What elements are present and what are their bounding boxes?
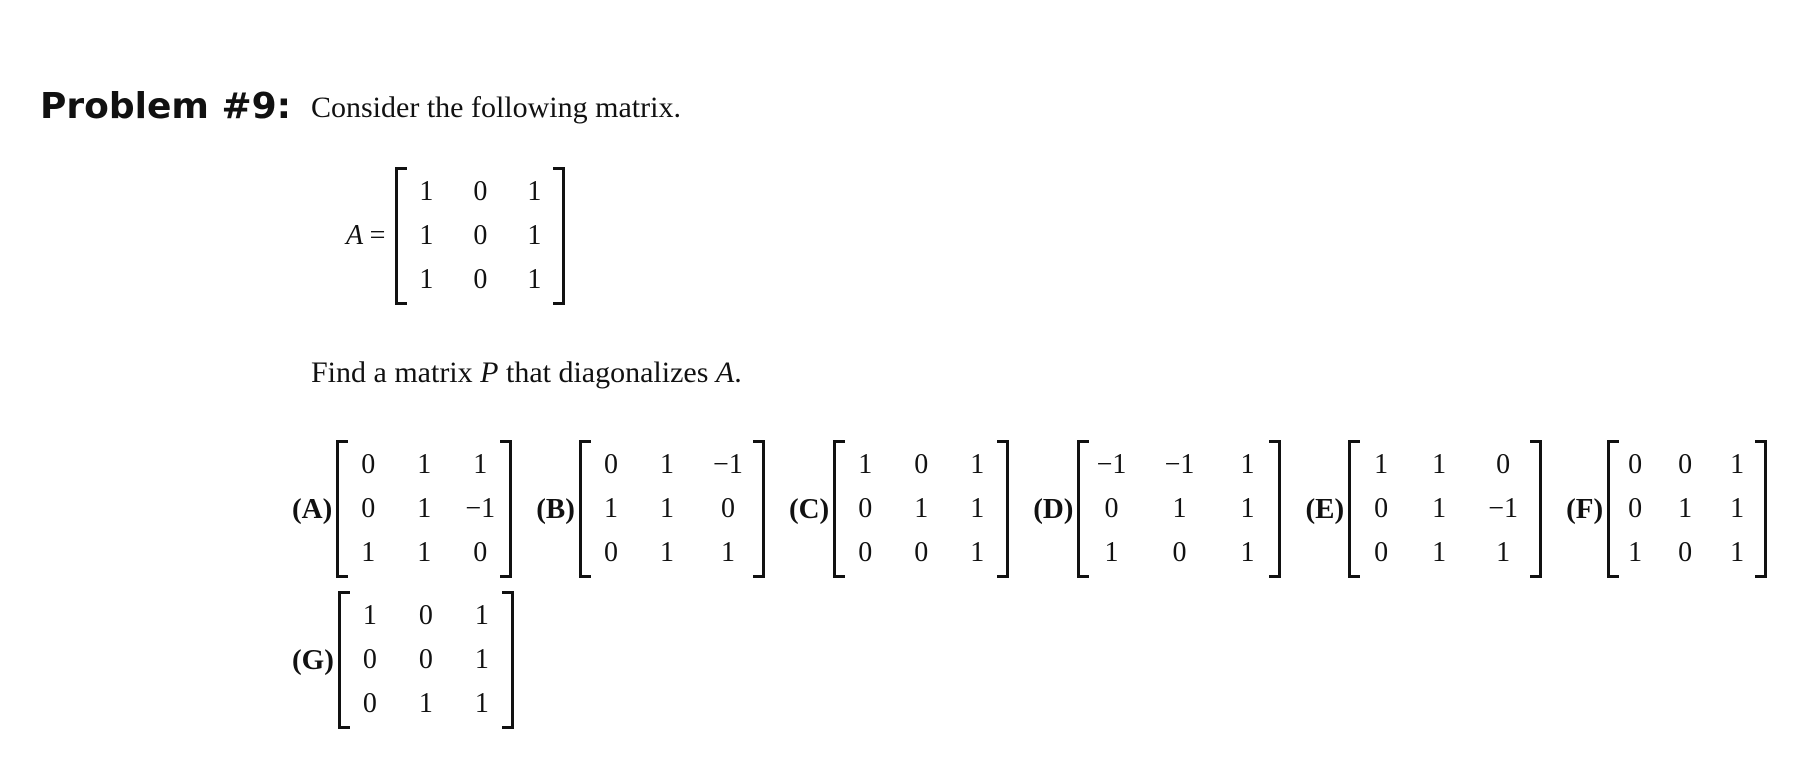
matrix-cell: −1: [1164, 449, 1195, 480]
matrix-cell: 1: [362, 600, 377, 631]
matrix-cell: 0: [1678, 449, 1693, 480]
matrix-cell: 1: [1730, 493, 1745, 524]
option-a[interactable]: [292, 443, 512, 575]
matrix-cell: 1: [417, 493, 432, 524]
matrix-cell: 1: [970, 493, 985, 524]
matrix-cell: 1: [1730, 449, 1745, 480]
option-matrix: [338, 594, 514, 726]
option-label: (G): [292, 643, 334, 676]
matrix-cell: 1: [1628, 537, 1643, 568]
matrix-cell: 1: [1432, 493, 1447, 524]
matrix-cell: 0: [1104, 493, 1119, 524]
matrix-cell: 0: [1374, 493, 1389, 524]
matrix-cell: 0: [603, 537, 618, 568]
matrix-cell: 1: [527, 220, 542, 251]
matrix-cell: 1: [1730, 537, 1745, 568]
option-f[interactable]: [1566, 443, 1767, 575]
matrix-cell: 1: [419, 176, 434, 207]
matrix-cell: 0: [473, 220, 488, 251]
matrix-cell: −1: [1096, 449, 1127, 480]
matrix-cell: 0: [1374, 537, 1389, 568]
option-e[interactable]: [1305, 443, 1542, 575]
matrix-cell: 1: [474, 644, 489, 675]
problem-number: Problem #9:: [40, 86, 292, 127]
matrix-cell: 1: [1172, 493, 1187, 524]
matrix-cell: 0: [1172, 537, 1187, 568]
matrix-cell: 1: [419, 220, 434, 251]
option-matrix: [1348, 443, 1542, 575]
matrix-cell: 1: [858, 449, 873, 480]
matrix-cell: 1: [474, 688, 489, 719]
matrix-cell: 0: [858, 537, 873, 568]
options-row-2: [292, 594, 538, 726]
matrix-cell: 0: [473, 264, 488, 295]
matrix-cell: 0: [473, 176, 488, 207]
matrix-cell: 1: [659, 537, 674, 568]
matrix-cell: 1: [1496, 537, 1511, 568]
option-label: (A): [292, 492, 333, 525]
matrix-cell: 1: [659, 493, 674, 524]
option-c[interactable]: [789, 443, 1009, 575]
matrix-cell: 1: [1240, 537, 1255, 568]
problem-intro: Consider the following matrix.: [311, 91, 681, 124]
matrix-cell: 0: [362, 688, 377, 719]
option-label: (C): [788, 492, 830, 525]
matrix-cell: 1: [418, 688, 433, 719]
matrix-cell: 1: [1432, 449, 1447, 480]
matrix-cell: 0: [362, 644, 377, 675]
matrix-a-symbol: A =: [346, 220, 386, 251]
matrix-cell: 0: [1678, 537, 1693, 568]
matrix-cell: 1: [659, 449, 674, 480]
matrix-cell: 1: [473, 449, 488, 480]
option-label: (D): [1033, 492, 1074, 525]
matrix-cell: 1: [603, 493, 618, 524]
matrix-cell: 0: [858, 493, 873, 524]
matrix-cell: 1: [1432, 537, 1447, 568]
matrix-cell: 1: [1374, 449, 1389, 480]
option-matrix: [1607, 443, 1767, 575]
option-matrix: [336, 443, 512, 575]
matrix-a: [395, 170, 565, 302]
option-g[interactable]: [292, 594, 514, 726]
option-matrix: [833, 443, 1009, 575]
option-label: (F): [1566, 492, 1604, 525]
matrix-cell: 0: [720, 493, 735, 524]
option-matrix: [579, 443, 765, 575]
option-d[interactable]: [1033, 443, 1281, 575]
matrix-cell: 1: [417, 449, 432, 480]
matrix-cell: 1: [720, 537, 735, 568]
matrix-cell: 0: [914, 537, 929, 568]
matrix-cell: 0: [914, 449, 929, 480]
question-text: Find a matrix P that diagonalizes A.: [311, 356, 742, 389]
matrix-cell: 0: [1628, 493, 1643, 524]
matrix-cell: 0: [418, 600, 433, 631]
option-b[interactable]: [536, 443, 765, 575]
matrix-cell: 0: [1628, 449, 1643, 480]
matrix-cell: 0: [1496, 449, 1511, 480]
matrix-cell: −1: [713, 449, 743, 480]
matrix-cell: 0: [361, 493, 376, 524]
matrix-cell: 0: [603, 449, 618, 480]
matrix-cell: 1: [1240, 449, 1255, 480]
matrix-cell: 1: [527, 176, 542, 207]
matrix-cell: 1: [527, 264, 542, 295]
matrix-cell: 0: [418, 644, 433, 675]
matrix-cell: 1: [419, 264, 434, 295]
matrix-cell: 1: [1104, 537, 1119, 568]
option-label: (E): [1305, 492, 1345, 525]
matrix-cell: 1: [970, 449, 985, 480]
option-label: (B): [536, 492, 575, 525]
matrix-cell: 1: [417, 537, 432, 568]
matrix-cell: 1: [970, 537, 985, 568]
matrix-cell: −1: [465, 493, 496, 524]
option-matrix: [1077, 443, 1281, 575]
matrix-cell: 1: [361, 537, 376, 568]
matrix-a-definition: [346, 170, 565, 302]
matrix-cell: −1: [1488, 493, 1519, 524]
options-row-1: [292, 443, 1767, 575]
matrix-cell: 1: [474, 600, 489, 631]
matrix-cell: 0: [473, 537, 488, 568]
matrix-cell: 0: [361, 449, 376, 480]
matrix-cell: 1: [1678, 493, 1693, 524]
matrix-cell: 1: [914, 493, 929, 524]
matrix-cell: 1: [1240, 493, 1255, 524]
